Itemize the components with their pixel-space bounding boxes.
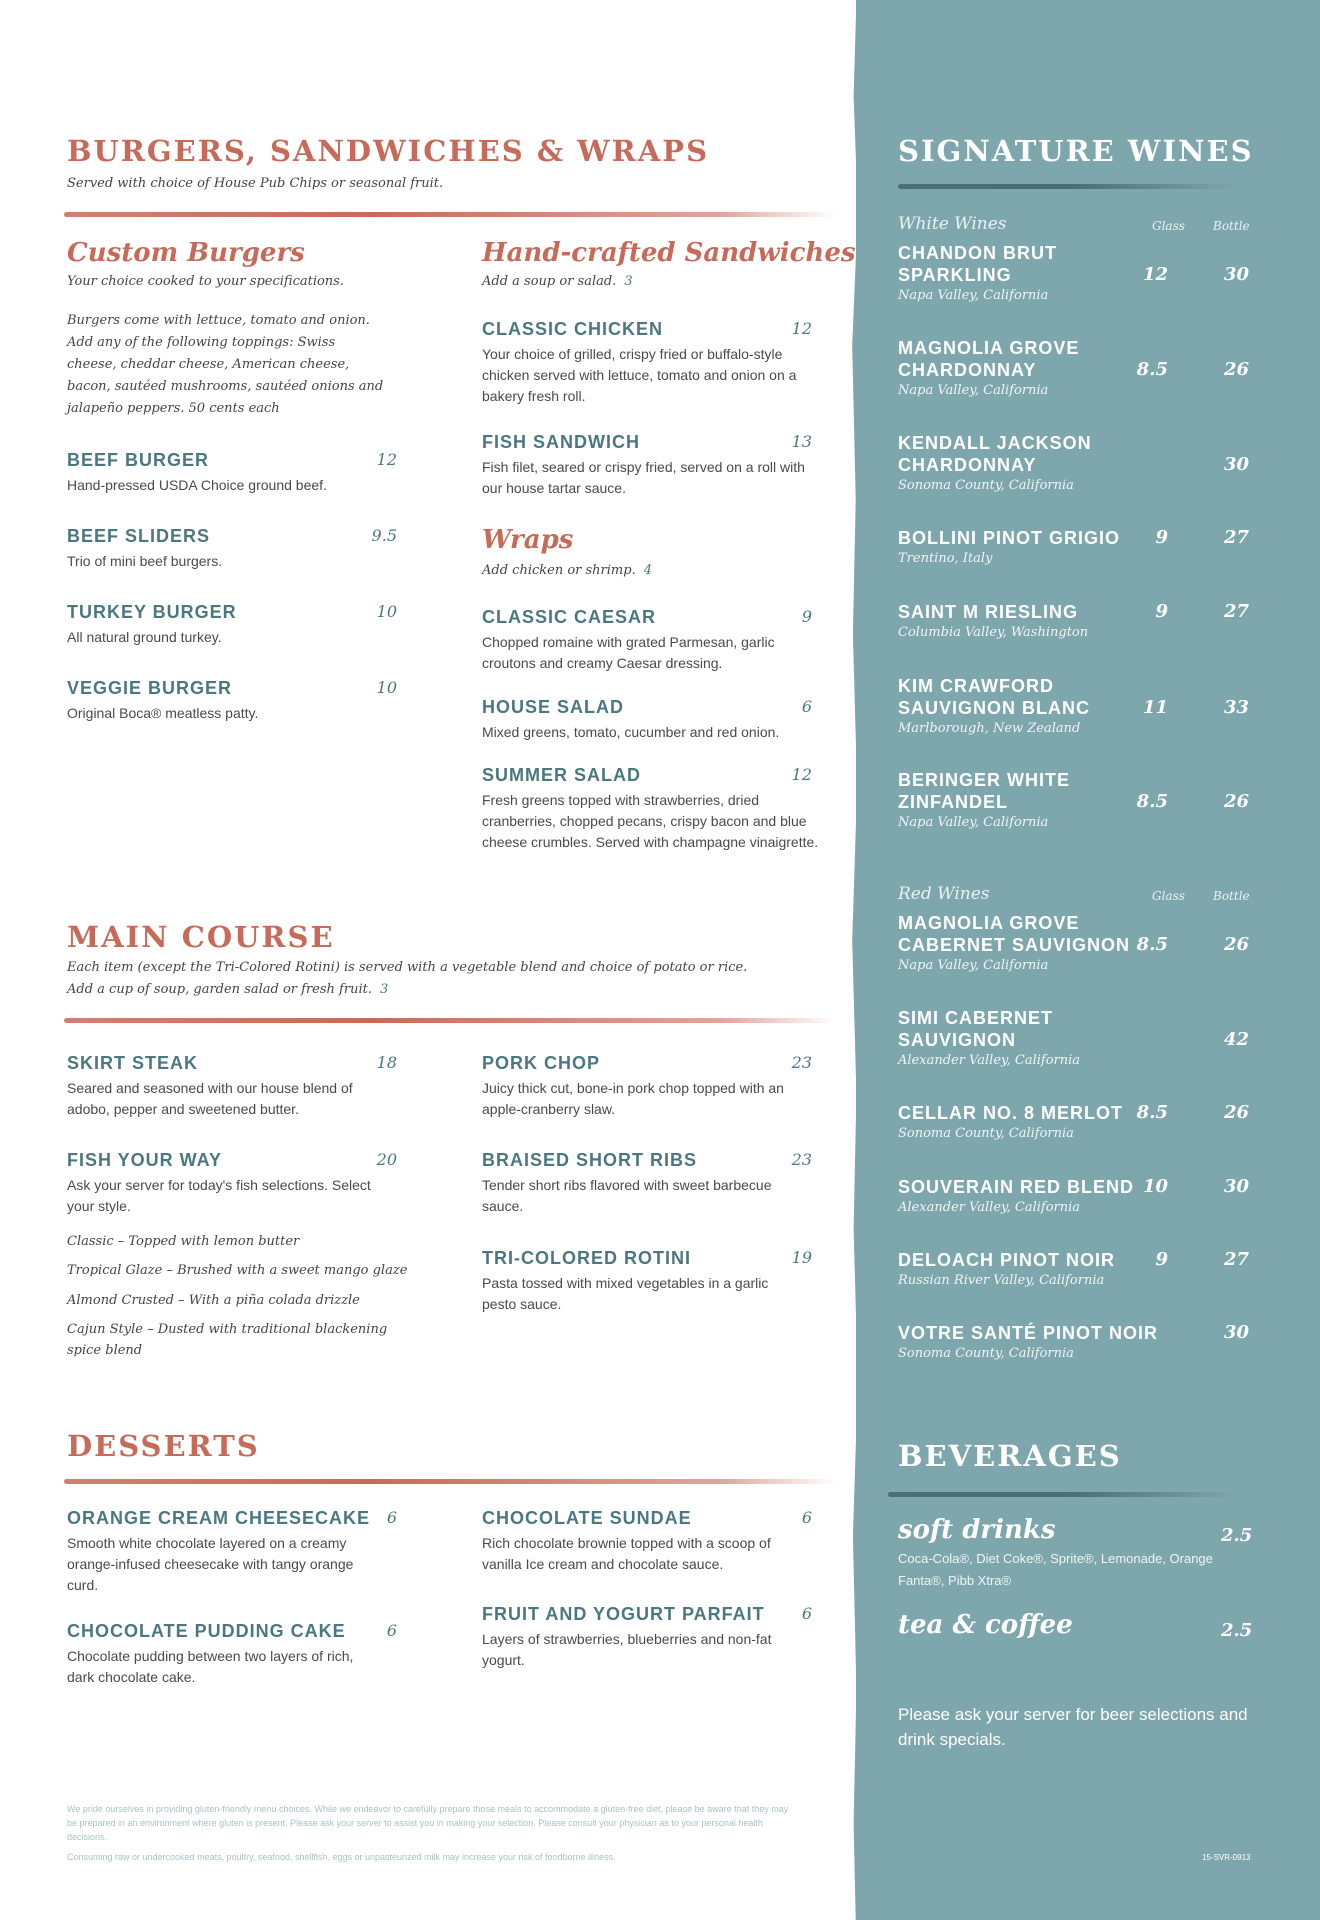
wine-origin: Russian River Valley, California [898,1273,1105,1288]
wine-origin: Napa Valley, California [898,958,1049,973]
wine-name: SOUVERAIN RED BLEND [898,1177,1135,1197]
item-description: Fish filet, seared or crispy fried, served on a roll with our house tartar sauce. [482,459,805,496]
item-name: FRUIT AND YOGURT PARFAIT [482,1604,765,1624]
item-name: BEEF SLIDERS [67,526,211,546]
wine-bottle-price: 30 [1223,1176,1249,1197]
wine-name: SIMI CABERNET SAUVIGNON [898,1008,1054,1050]
custom-burgers-subtitle: Your choice cooked to your specifications. [67,274,344,289]
wines-divider [898,184,1238,189]
menu-item [482,1604,812,1671]
wine-bottle-price: 27 [1223,1249,1249,1270]
wine-bottle-price: 30 [1223,454,1249,475]
section-divider [64,1479,836,1484]
menu-item [482,319,812,407]
item-name: VEGGIE BURGER [67,678,233,698]
menu-item [482,1248,812,1315]
fish-style-option: Classic – Topped with lemon butter [67,1234,300,1249]
wine-glass-price: 9 [1155,1249,1168,1270]
wine-origin: Alexander Valley, California [898,1200,1081,1215]
wine-origin: Sonoma County, California [898,1126,1074,1141]
addon-price: 3 [624,274,633,289]
custom-burgers-title: Custom Burgers [67,238,305,268]
wine-glass-price: 11 [1142,697,1168,718]
sandwiches-subtitle: Add a soup or salad. 3 [482,274,633,289]
item-name: FISH YOUR WAY [67,1150,223,1170]
addon-price: 3 [379,982,389,997]
wine-glass-price: 8.5 [1136,791,1168,812]
item-name: CLASSIC CHICKEN [482,319,664,339]
wine-origin: Sonoma County, California [898,1346,1074,1361]
item-name: FISH SANDWICH [482,432,640,452]
wine-name: CHANDON BRUT SPARKLING [898,243,1057,285]
addon-price: 4 [643,563,652,578]
wines-title: SIGNATURE WINES [898,134,1254,168]
item-name: CHOCOLATE PUDDING CAKE [67,1621,346,1641]
menu-item [482,697,822,743]
wraps-subtitle: Add chicken or shrimp. 4 [482,563,652,578]
wine-glass-price: 12 [1142,264,1168,285]
item-price: 6 [801,697,812,716]
raw-food-disclaimer: Consuming raw or undercooked meats, poultry, seafood, shellfish, eggs or unpasteurized milk may increase your risk of foodborne illness. [67,1852,616,1862]
wine-origin: Napa Valley, California [898,815,1049,830]
wine-origin: Alexander Valley, California [898,1053,1081,1068]
wine-glass-price: 10 [1142,1176,1168,1197]
glass-column-label: Glass [1152,219,1185,233]
wine-item [898,769,1254,830]
wine-name: BOLLINI PINOT GRIGIO [898,528,1120,548]
item-price: 6 [801,1604,812,1623]
wine-glass-price: 9 [1155,601,1168,622]
wine-glass-price: 8.5 [1136,359,1168,380]
menu-item [67,678,397,724]
item-price: 9 [801,607,812,626]
burgers-section-title: BURGERS, SANDWICHES & WRAPS [67,134,710,168]
wine-glass-price: 9 [1155,527,1168,548]
soft-drinks-price: 2.5 [1221,1525,1253,1546]
fish-style-option: Almond Crusted – With a piña colada drizzle [67,1293,360,1308]
menu-item [482,1053,812,1120]
item-description: Fresh greens topped with strawberries, dried cranberries, chopped pecans, crispy bacon and blue cheese crumbles. Served with champagne vinaigrette. [482,792,819,850]
item-price: 13 [791,432,812,451]
item-price: 10 [376,602,397,621]
wine-name: KENDALL JACKSON CHARDONNAY [898,433,1092,475]
item-name: SUMMER SALAD [482,765,641,785]
beverages-title: BEVERAGES [898,1439,1122,1473]
section-divider [64,1018,836,1023]
wine-bottle-price: 27 [1223,601,1249,622]
item-price: 6 [386,1621,397,1640]
menu-item [67,1150,397,1217]
bottle-column-label: Bottle [1213,889,1250,903]
wine-item [898,601,1254,640]
item-description: Trio of mini beef burgers. [67,553,223,569]
sandwiches-title: Hand-crafted Sandwiches [482,238,856,268]
gluten-disclaimer: We pride ourselves in providing gluten-friendly menu choices. While we endeavor to carefully prepare those meals to accommodate a gluten-free diet, please be aware that they may be prepared in an environment where gluten is present. Please ask your server to assist you in making your selection. Please consult your physician as to your personal health decisions. [67,1804,789,1842]
item-description: Ask your server for today's fish selections. Select your style. [67,1177,371,1214]
menu-item [67,602,397,648]
item-description: Chocolate pudding between two layers of rich, dark chocolate cake. [67,1648,354,1685]
wine-origin: Marlborough, New Zealand [898,721,1081,736]
wine-name: MAGNOLIA GROVE CHARDONNAY [898,338,1080,380]
burgers-section-subtitle: Served with choice of House Pub Chips or seasonal fruit. [67,176,444,191]
wine-item [898,1249,1254,1288]
item-name: CLASSIC CAESAR [482,607,657,627]
item-price: 9.5 [371,526,397,545]
wine-name: MAGNOLIA GROVE CABERNET SAUVIGNON [898,913,1131,955]
menu-item [482,607,812,674]
wine-bottle-price: 27 [1223,527,1249,548]
wine-name: VOTRE SANTÉ PINOT NOIR [898,1323,1159,1343]
item-price: 19 [791,1248,812,1267]
item-price: 23 [791,1150,812,1169]
item-description: Seared and seasoned with our house blend of adobo, pepper and sweetened butter. [67,1080,353,1117]
section-divider [64,212,836,217]
fish-style-option: Cajun Style – Dusted with traditional blackening spice blend [67,1322,388,1358]
main-course-title: MAIN COURSE [67,920,335,954]
wine-item [898,432,1254,493]
menu-item [482,765,822,853]
item-description: Juicy thick cut, bone-in pork chop topped with an apple-cranberry slaw. [482,1080,784,1117]
item-price: 10 [376,678,397,697]
item-name: CHOCOLATE SUNDAE [482,1508,692,1528]
item-price: 20 [376,1150,397,1169]
tea-coffee-price: 2.5 [1221,1620,1253,1641]
wine-item [898,527,1254,566]
item-price: 6 [801,1508,812,1527]
menu-item [67,526,397,572]
item-name: SKIRT STEAK [67,1053,199,1073]
tea-coffee-name: tea & coffee [898,1610,1073,1640]
menu-item [67,1053,397,1120]
fish-style-option: Tropical Glaze – Brushed with a sweet mango glaze [67,1263,408,1278]
wine-item [898,1322,1254,1361]
wine-item [898,337,1254,398]
menu-item [67,1508,397,1596]
item-price: 12 [376,450,397,469]
wine-item [898,242,1254,303]
beer-note: Please ask your server for beer selections and drink specials. [898,1705,1248,1749]
wine-item [898,912,1254,973]
menu-item [482,1150,812,1217]
white-wines-heading: White Wines [898,214,1007,234]
wraps-title: Wraps [482,525,574,555]
wine-origin: Napa Valley, California [898,383,1049,398]
wine-origin: Columbia Valley, Washington [898,625,1089,640]
item-name: TURKEY BURGER [67,602,237,622]
main-course-subtitle-line1: Each item (except the Tri-Colored Rotini) is served with a vegetable blend and choice of potato or rice. [67,960,748,975]
item-name: PORK CHOP [482,1053,601,1073]
item-description: Layers of strawberries, blueberries and non-fat yogurt. [482,1631,772,1668]
item-price: 23 [791,1053,812,1072]
menu-item [67,450,397,496]
wine-origin: Napa Valley, California [898,288,1049,303]
item-price: 18 [376,1053,397,1072]
red-wines-heading: Red Wines [898,884,990,904]
wine-item [898,675,1254,736]
item-description: Rich chocolate brownie topped with a scoop of vanilla Ice cream and chocolate sauce. [482,1535,771,1572]
item-name: ORANGE CREAM CHEESECAKE [67,1508,371,1528]
item-name: TRI-COLORED ROTINI [482,1248,691,1268]
item-price: 6 [386,1508,397,1527]
wine-glass-price: 8.5 [1136,1102,1168,1123]
desserts-title: DESSERTS [67,1429,260,1463]
beverages-divider [888,1492,1238,1497]
wine-bottle-price: 26 [1223,1102,1249,1123]
wine-name: CELLAR NO. 8 MERLOT [898,1103,1123,1123]
wine-origin: Trentino, Italy [898,551,993,566]
soft-drinks-name: soft drinks [898,1515,1056,1545]
burger-toppings-note: Burgers come with lettuce, tomato and onion. Add any of the following toppings: Swiss cheese, cheddar cheese, American cheese, bacon, sautéed mushrooms, sautéed onions and jalapeño peppers. 50 cents each [67,313,384,416]
wine-bottle-price: 26 [1223,791,1249,812]
wine-name: SAINT M RIESLING [898,602,1079,622]
wine-item [898,1176,1254,1215]
item-description: Tender short ribs flavored with sweet barbecue sauce. [482,1177,772,1214]
wine-item [898,1007,1254,1068]
menu-item [482,432,812,499]
item-description: Your choice of grilled, crispy fried or buffalo-style chicken served with lettuce, tomato and onion on a bakery fresh roll. [482,346,797,404]
soft-drinks-list: Coca-Cola®, Diet Coke®, Sprite®, Lemonade, Orange Fanta®, Pibb Xtra® [898,1551,1213,1588]
item-description: All natural ground turkey. [67,629,222,645]
bottle-column-label: Bottle [1213,219,1250,233]
wine-glass-price: 8.5 [1136,934,1168,955]
item-name: HOUSE SALAD [482,697,625,717]
wine-origin: Sonoma County, California [898,478,1074,493]
item-description: Smooth white chocolate layered on a creamy orange-infused cheesecake with tangy orange curd. [67,1535,354,1593]
wine-bottle-price: 26 [1223,934,1249,955]
item-price: 12 [791,319,812,338]
menu-item [482,1508,812,1575]
wine-bottle-price: 33 [1223,697,1249,718]
item-name: BRAISED SHORT RIBS [482,1150,698,1170]
item-description: Chopped romaine with grated Parmesan, garlic croutons and creamy Caesar dressing. [482,634,775,671]
item-description: Hand-pressed USDA Choice ground beef. [67,477,327,493]
wine-name: KIM CRAWFORD SAUVIGNON BLANC [898,676,1091,718]
item-price: 12 [791,765,812,784]
wine-bottle-price: 30 [1223,264,1249,285]
wine-name: DELOACH PINOT NOIR [898,1250,1116,1270]
wine-bottle-price: 30 [1223,1322,1249,1343]
wine-bottle-price: 42 [1223,1029,1249,1050]
glass-column-label: Glass [1152,889,1185,903]
item-description: Original Boca® meatless patty. [67,705,259,721]
wine-bottle-price: 26 [1223,359,1249,380]
main-course-subtitle-line2: Add a cup of soup, garden salad or fresh fruit. 3 [67,982,389,997]
item-description: Pasta tossed with mixed vegetables in a garlic pesto sauce. [482,1275,769,1312]
item-description: Mixed greens, tomato, cucumber and red onion. [482,724,780,740]
menu-code: 15-SVR-0913 [1202,1853,1251,1862]
wine-item [898,1102,1254,1141]
item-name: BEEF BURGER [67,450,210,470]
menu-item [67,1621,397,1688]
wine-name: BERINGER WHITE ZINFANDEL [898,770,1071,812]
